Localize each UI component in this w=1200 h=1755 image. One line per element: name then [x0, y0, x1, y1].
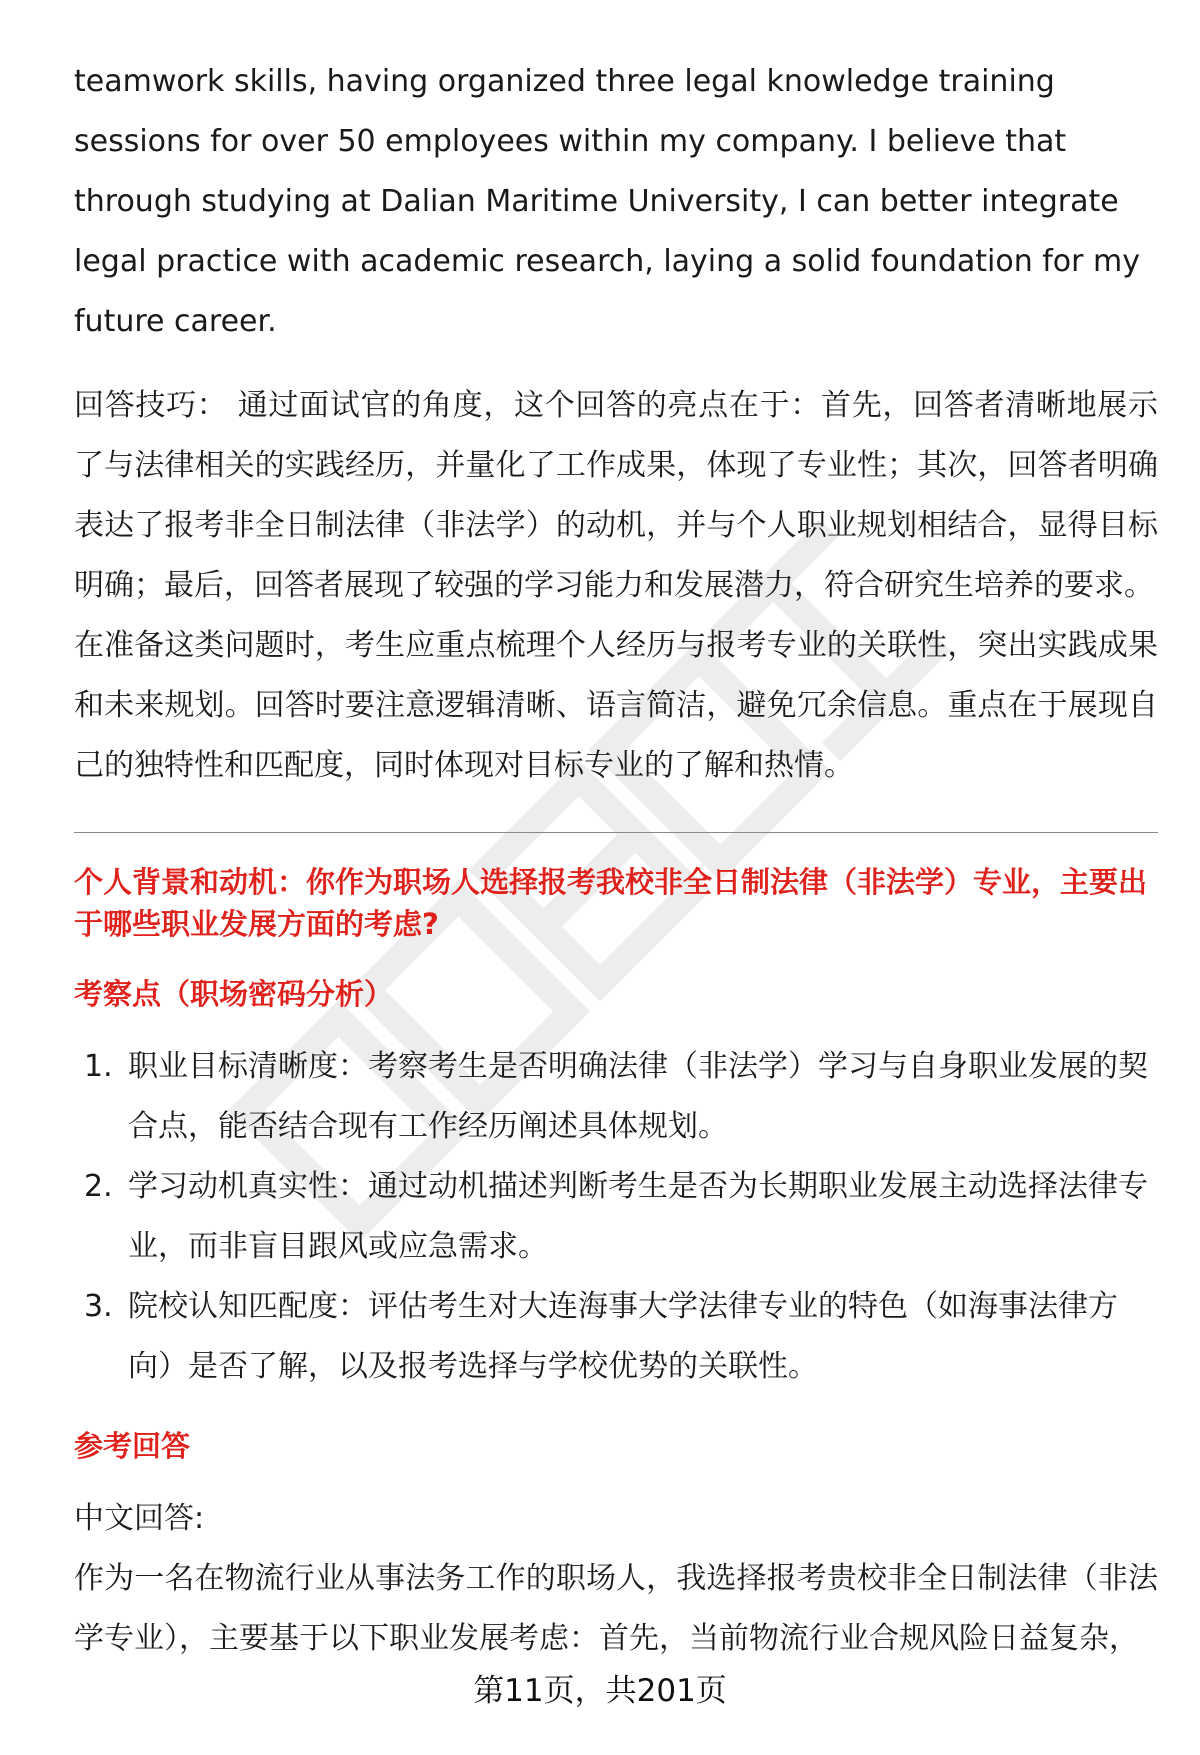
section-divider — [74, 832, 1158, 833]
chinese-answer-label: 中文回答: — [74, 1501, 205, 1536]
list-item-text: 院校认知匹配度：评估考生对大连海事大学法律专业的特色（如海事法律方向）是否了解，以及报考选择与学校优势的关联性。 — [128, 1289, 1118, 1384]
list-number: 3. — [84, 1289, 113, 1324]
answer-tips-paragraph-2: 在准备这类问题时，考生应重点梳理个人经历与报考专业的关联性，突出实践成果和未来规划。回答时要注意逻辑清晰、语言简洁，避免冗余信息。重点在于展现自己的独特性和匹配度，同时体现对目标专业的了解和热情。 — [74, 628, 1158, 783]
interview-question: 个人背景和动机：你作为职场人选择报考我校非全日制法律（非法学）专业，主要出于哪些职业发展方面的考虑? — [74, 865, 1148, 941]
reference-heading: 参考回答 — [74, 1429, 191, 1463]
english-answer-continuation: teamwork skills, having organized three legal knowledge training sessions for over 50 employees within my company. I believe that through studying at Dalian Maritime University, I can better integrate legal practice with academic research, laying a solid foundation for my future career. — [74, 64, 1141, 339]
list-item — [74, 1277, 1158, 1397]
list-item — [74, 1037, 1158, 1157]
chinese-answer-text: 作为一名在物流行业从事法务工作的职场人，我选择报考贵校非全日制法律（非法学专业），主要基于以下职业发展考虑：首先，当前物流行业合规风险日益复杂， — [74, 1561, 1158, 1656]
answer-tips-paragraph: 回答技巧： 通过面试官的角度，这个回答的亮点在于：首先，回答者清晰地展示了与法律相关的实践经历，并量化了工作成果，体现了专业性；其次，回答者明确表达了报考非全日制法律（非法学）的动机，并与个人职业规划相结合，显得目标明确；最后，回答者展现了较强的学习能力和发展潜力，符合研究生培养的要求。 — [74, 388, 1158, 603]
page-number-footer: 第11页，共201页 — [473, 1673, 727, 1709]
list-number: 1. — [84, 1049, 113, 1084]
list-item-text: 职业目标清晰度：考察考生是否明确法律（非法学）学习与自身职业发展的契合点，能否结合现有工作经历阐述具体规划。 — [128, 1049, 1148, 1144]
analysis-list — [74, 1037, 1158, 1397]
list-item-text: 学习动机真实性：通过动机描述判断考生是否为长期职业发展主动选择法律专业，而非盲目跟风或应急需求。 — [128, 1169, 1148, 1264]
list-number: 2. — [84, 1169, 113, 1204]
analysis-heading: 考察点（职场密码分析） — [74, 977, 394, 1011]
page-content — [74, 52, 1158, 1669]
list-item — [74, 1157, 1158, 1277]
